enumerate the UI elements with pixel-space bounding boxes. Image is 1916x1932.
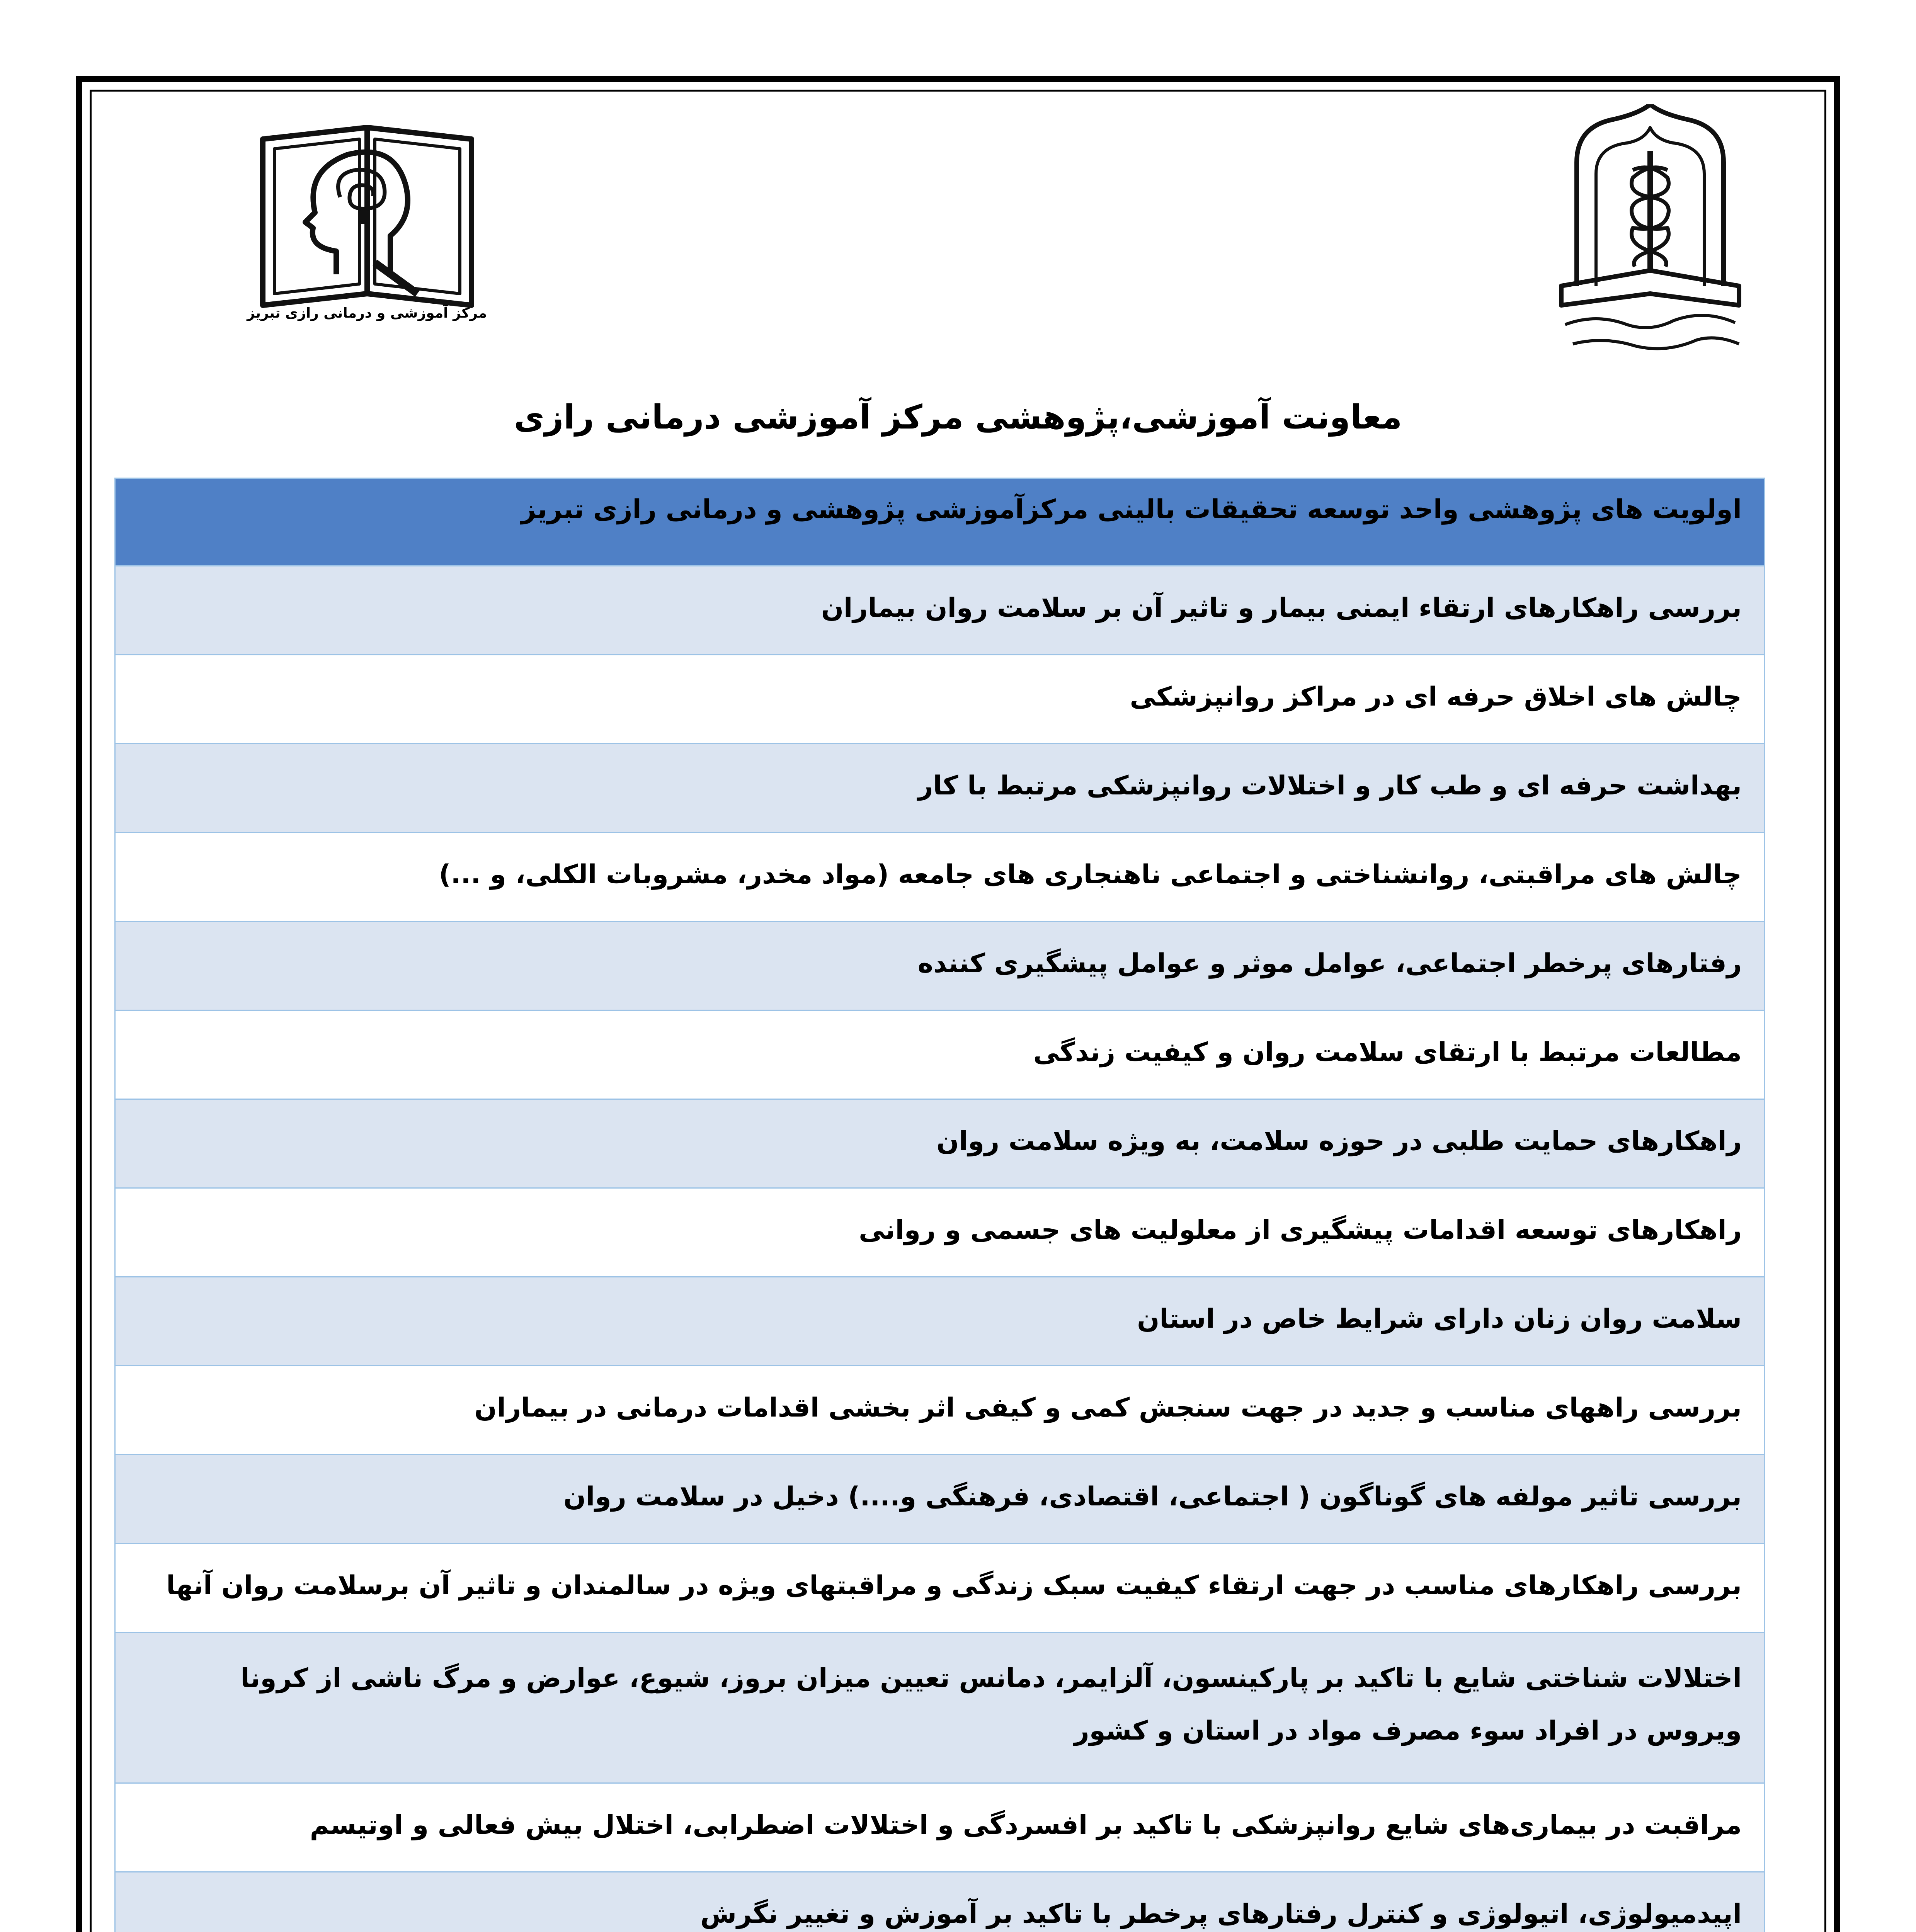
table-row [116, 1099, 1764, 1187]
table-row-text: راهکارهای توسعه اقدامات پیشگیری از معلولیت های جسمی و روانی [859, 1215, 1742, 1245]
table-row [116, 1365, 1764, 1454]
table-row [116, 1871, 1764, 1932]
table-row-text: چالش های اخلاق حرفه ای در مراکز روانپزشکی [1130, 682, 1742, 712]
table-row [116, 1543, 1764, 1632]
table-row [116, 1187, 1764, 1276]
university-logo [1550, 104, 1751, 359]
table-row [116, 1276, 1764, 1365]
table-row-text: بررسی تاثیر مولفه های گوناگون ( اجتماعی، اقتصادی، فرهنگی و....) دخیل در سلامت روان [563, 1481, 1742, 1512]
table-row-text: مطالعات مرتبط با ارتقای سلامت روان و کیفیت زندگی [1033, 1037, 1742, 1068]
table-header [116, 479, 1764, 565]
table-row-text: راهکارهای حمایت طلبی در حوزه سلامت، به ویژه سلامت روان [936, 1126, 1742, 1156]
table-row-text: بررسی راههای مناسب و جدید در جهت سنجش کمی و کیفی اثر بخشی اقدامات درمانی در بیماران [474, 1393, 1742, 1423]
razi-center-logo-icon [247, 112, 487, 313]
table-row [116, 1632, 1764, 1782]
table-row [116, 921, 1764, 1010]
razi-center-logo [247, 112, 487, 344]
table-row-text: بررسی راهکارهای مناسب در جهت ارتقاء کیفیت سبک زندگی و مراقبتهای ویژه در سالمندان و تاثیر آن برسلامت روان آنها [166, 1570, 1742, 1601]
table-row-text: رفتارهای پرخطر اجتماعی، عوامل موثر و عوامل پیشگیری کننده [917, 948, 1742, 979]
table-row [116, 1454, 1764, 1543]
razi-center-logo-caption: مرکز آموزشی و درمانی رازی تبریز [247, 305, 487, 321]
table-row [116, 1010, 1764, 1099]
table-row-text: مراقبت در بیماری‌های شایع روانپزشکی با تاکید بر افسردگی و اختلالات اضطرابی، اختلال بیش فعالی و اوتیسم [310, 1810, 1742, 1840]
university-emblem-icon [1550, 104, 1751, 359]
table-row-text: سلامت روان زنان دارای شرایط خاص در استان [1137, 1304, 1742, 1334]
table-row [116, 743, 1764, 832]
research-priorities-table [114, 478, 1765, 1932]
table-row [116, 565, 1764, 654]
table-row-text: بهداشت حرفه ای و طب کار و اختلالات روانپزشکی مرتبط با کار [918, 770, 1742, 801]
table-row-text: چالش های مراقبتی، روانشناختی و اجتماعی ناهنجاری های جامعه (مواد مخدر، مشروبات الکلی، و ...) [439, 859, 1742, 890]
table-row-text: اختلالات شناختی شایع با تاکید بر پارکینسون، آلزایمر، دمانس تعیین میزان بروز، شیوع، عوارض و مرگ ناشی از کرونا ویروس در افراد سوء مصرف مواد در استان و کشور [240, 1663, 1742, 1746]
table-header-text: اولویت های پژوهشی واحد توسعه تحقیقات بالینی مرکزآموزشی پژوهشی و درمانی رازی تبریز [521, 494, 1742, 525]
page-title: معاونت آموزشی،پژوهشی مرکز آموزشی درمانی رازی [514, 398, 1402, 437]
table-row-text: اپیدمیولوژی، اتیولوژی و کنترل رفتارهای پرخطر با تاکید بر آموزش و تغییر نگرش [700, 1899, 1742, 1929]
table-row-text: بررسی راهکارهای ارتقاء ایمنی بیمار و تاثیر آن بر سلامت روان بیماران [821, 593, 1742, 623]
table-row [116, 654, 1764, 743]
table-row [116, 832, 1764, 921]
table-row [116, 1782, 1764, 1871]
